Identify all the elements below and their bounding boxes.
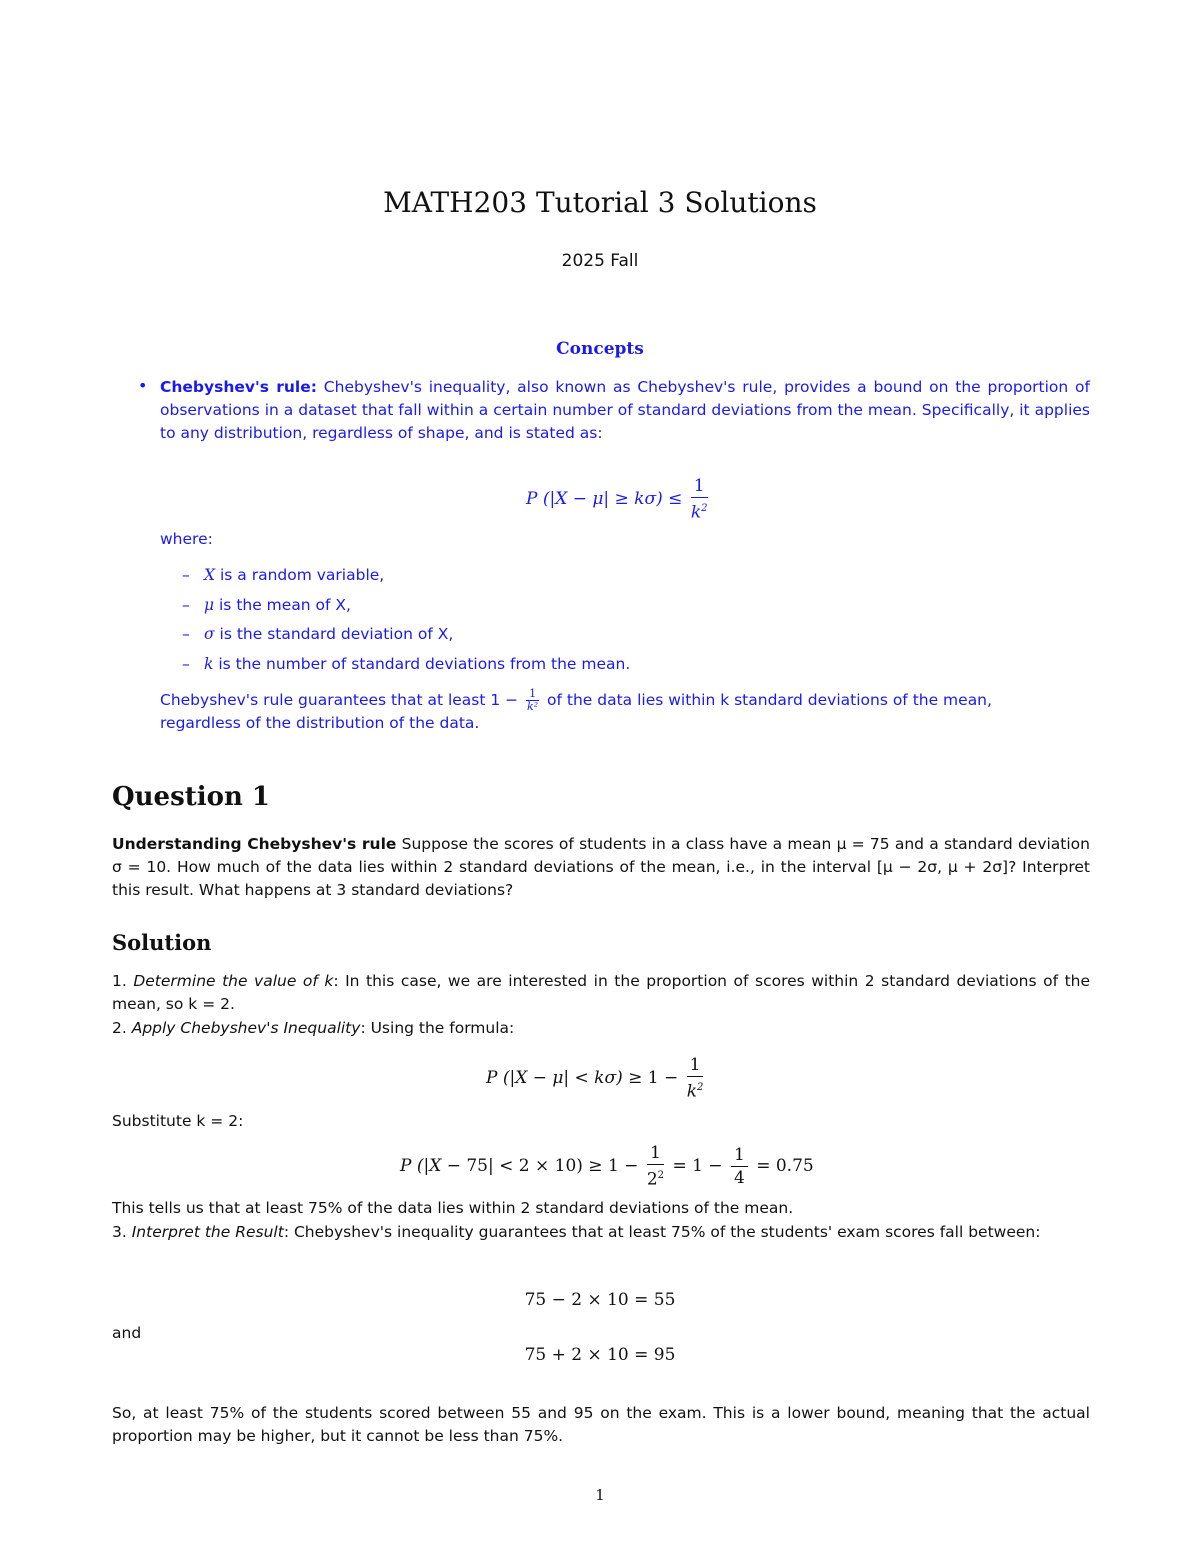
definition-item-4: – k is the number of standard deviations from the mean. (182, 655, 631, 673)
and-label: and (112, 1324, 142, 1342)
question-text (112, 833, 1090, 902)
substituted-equation: P (|X − 75| < 2 × 10) ≥ 1 − $\frac{1}{2^2}$ = 1 − $\frac{1}{4}$ = 0.75 (400, 1143, 814, 1190)
guarantee-line-1: Chebyshev's rule guarantees that at least 1 − $\frac{1}{\text{k²}}$ of the data lies within k standard deviations of the mean, (160, 687, 992, 713)
page-title: MATH203 Tutorial 3 Solutions (383, 186, 817, 219)
substitute-line: Substitute k = 2: (112, 1112, 244, 1130)
upper-bound-equation: 75 + 2 × 10 = 95 (524, 1345, 676, 1365)
question-lead: Understanding Chebyshev's rule (112, 835, 397, 853)
inequality-formula: P (|X − μ| < kσ) ≥ 1 − $\frac{1}{k^2}$ (486, 1055, 704, 1102)
definition-item-3: – σ is the standard deviation of X, (182, 625, 454, 643)
step-1: 1. Determine the value of k: In this case, we are interested in the proportion of scores within 2 standard deviations of the mean, so k = 2. (112, 972, 1091, 1013)
concepts-term: Chebyshev's rule: (160, 378, 317, 396)
lower-bound-equation: 75 − 2 × 10 = 55 (524, 1290, 676, 1310)
chebyshev-equation: P (|X − μ| ≥ kσ) ≤ $\frac{1}{k^2}$ (526, 476, 708, 523)
step-3: 3. Interpret the Result: Chebyshev's inequality guarantees that at least 75% of the students' exam scores fall between: (112, 1223, 1041, 1241)
solution-heading: Solution (112, 930, 212, 955)
question-body: Suppose the scores of students in a class have a mean μ = 75 and a standard deviation σ = 10. How much of the data lies within 2 standard deviations of the mean, i.e., in the interval [μ − 2σ, μ + 2σ]? Interpret this result. What happens at 3 standard deviations? (112, 835, 1090, 899)
bullet-icon: • (138, 376, 148, 395)
page-number: 1 (595, 1486, 605, 1504)
concepts-intro (160, 376, 1090, 445)
page-subtitle: 2025 Fall (561, 251, 639, 271)
conclusion: So, at least 75% of the students scored between 55 and 95 on the exam. This is a lower bound, meaning that the actual proportion may be higher, but it cannot be less than 75%. (112, 1404, 1090, 1445)
concepts-heading: Concepts (556, 339, 644, 359)
concepts-intro-text: Chebyshev's inequality, also known as Chebyshev's rule, provides a bound on the proportion of observations in a dataset that fall within a certain number of standard deviations from the mean. Specifically, it applies to any distribution, regardless of shape, and is stated as: (160, 378, 1090, 442)
definition-item-2: – μ is the mean of X, (182, 596, 351, 614)
question-heading: Question 1 (112, 782, 271, 812)
result-line: This tells us that at least 75% of the data lies within 2 standard deviations of the mean. (112, 1199, 794, 1217)
definition-item-1: – X is a random variable, (182, 566, 385, 584)
guarantee-line-2: regardless of the distribution of the data. (160, 714, 480, 732)
step-2: 2. Apply Chebyshev's Inequality: Using the formula: (112, 1019, 515, 1037)
where-label: where: (160, 530, 213, 548)
